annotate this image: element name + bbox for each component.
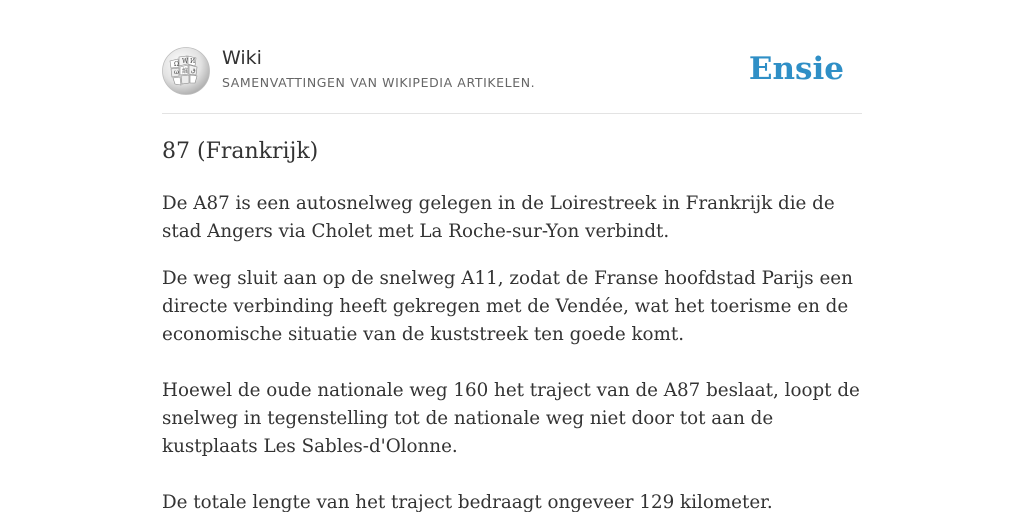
ensie-brand-link[interactable]: Ensie [748,51,844,87]
article-paragraph-4: De totale lengte van het traject bedraagt ongeveer 129 kilometer. [162,492,773,512]
svg-text:ق: ق [191,67,196,74]
svg-text:ω: ω [174,69,179,76]
svg-text:Ω: Ω [174,61,179,68]
article-paragraph-3: Hoewel de oude nationale weg 160 het traject van de A87 beslaat, loopt de snelweg in tegenstelling tot de nationale weg niet door tot aan de kustplaats Les Sables-d'Olonne. [162,380,860,457]
site-name[interactable]: Wiki [222,47,262,69]
content-container [162,0,862,512]
svg-text:W: W [182,58,189,65]
svg-text:維: 維 [182,68,189,75]
site-header [162,0,862,114]
article-title: 87 (Frankrijk) [162,139,319,164]
article-paragraph-2: De weg sluit aan op de snelweg A11, zodat de Franse hoofdstad Parijs een directe verbinding heeft gekregen met de Vendée, wat het toerisme en de economische situatie van de kuststreek ten goede komt. [162,268,853,345]
wikipedia-globe-icon[interactable] [162,47,210,95]
site-tagline: SAMENVATTINGEN VAN WIKIPEDIA ARTIKELEN. [222,75,536,90]
article-paragraph-1: De A87 is een autosnelweg gelegen in de Loirestreek in Frankrijk die de stad Angers via Cholet met La Roche-sur-Yon verbindt. [162,193,835,242]
svg-text:И: И [190,58,196,65]
